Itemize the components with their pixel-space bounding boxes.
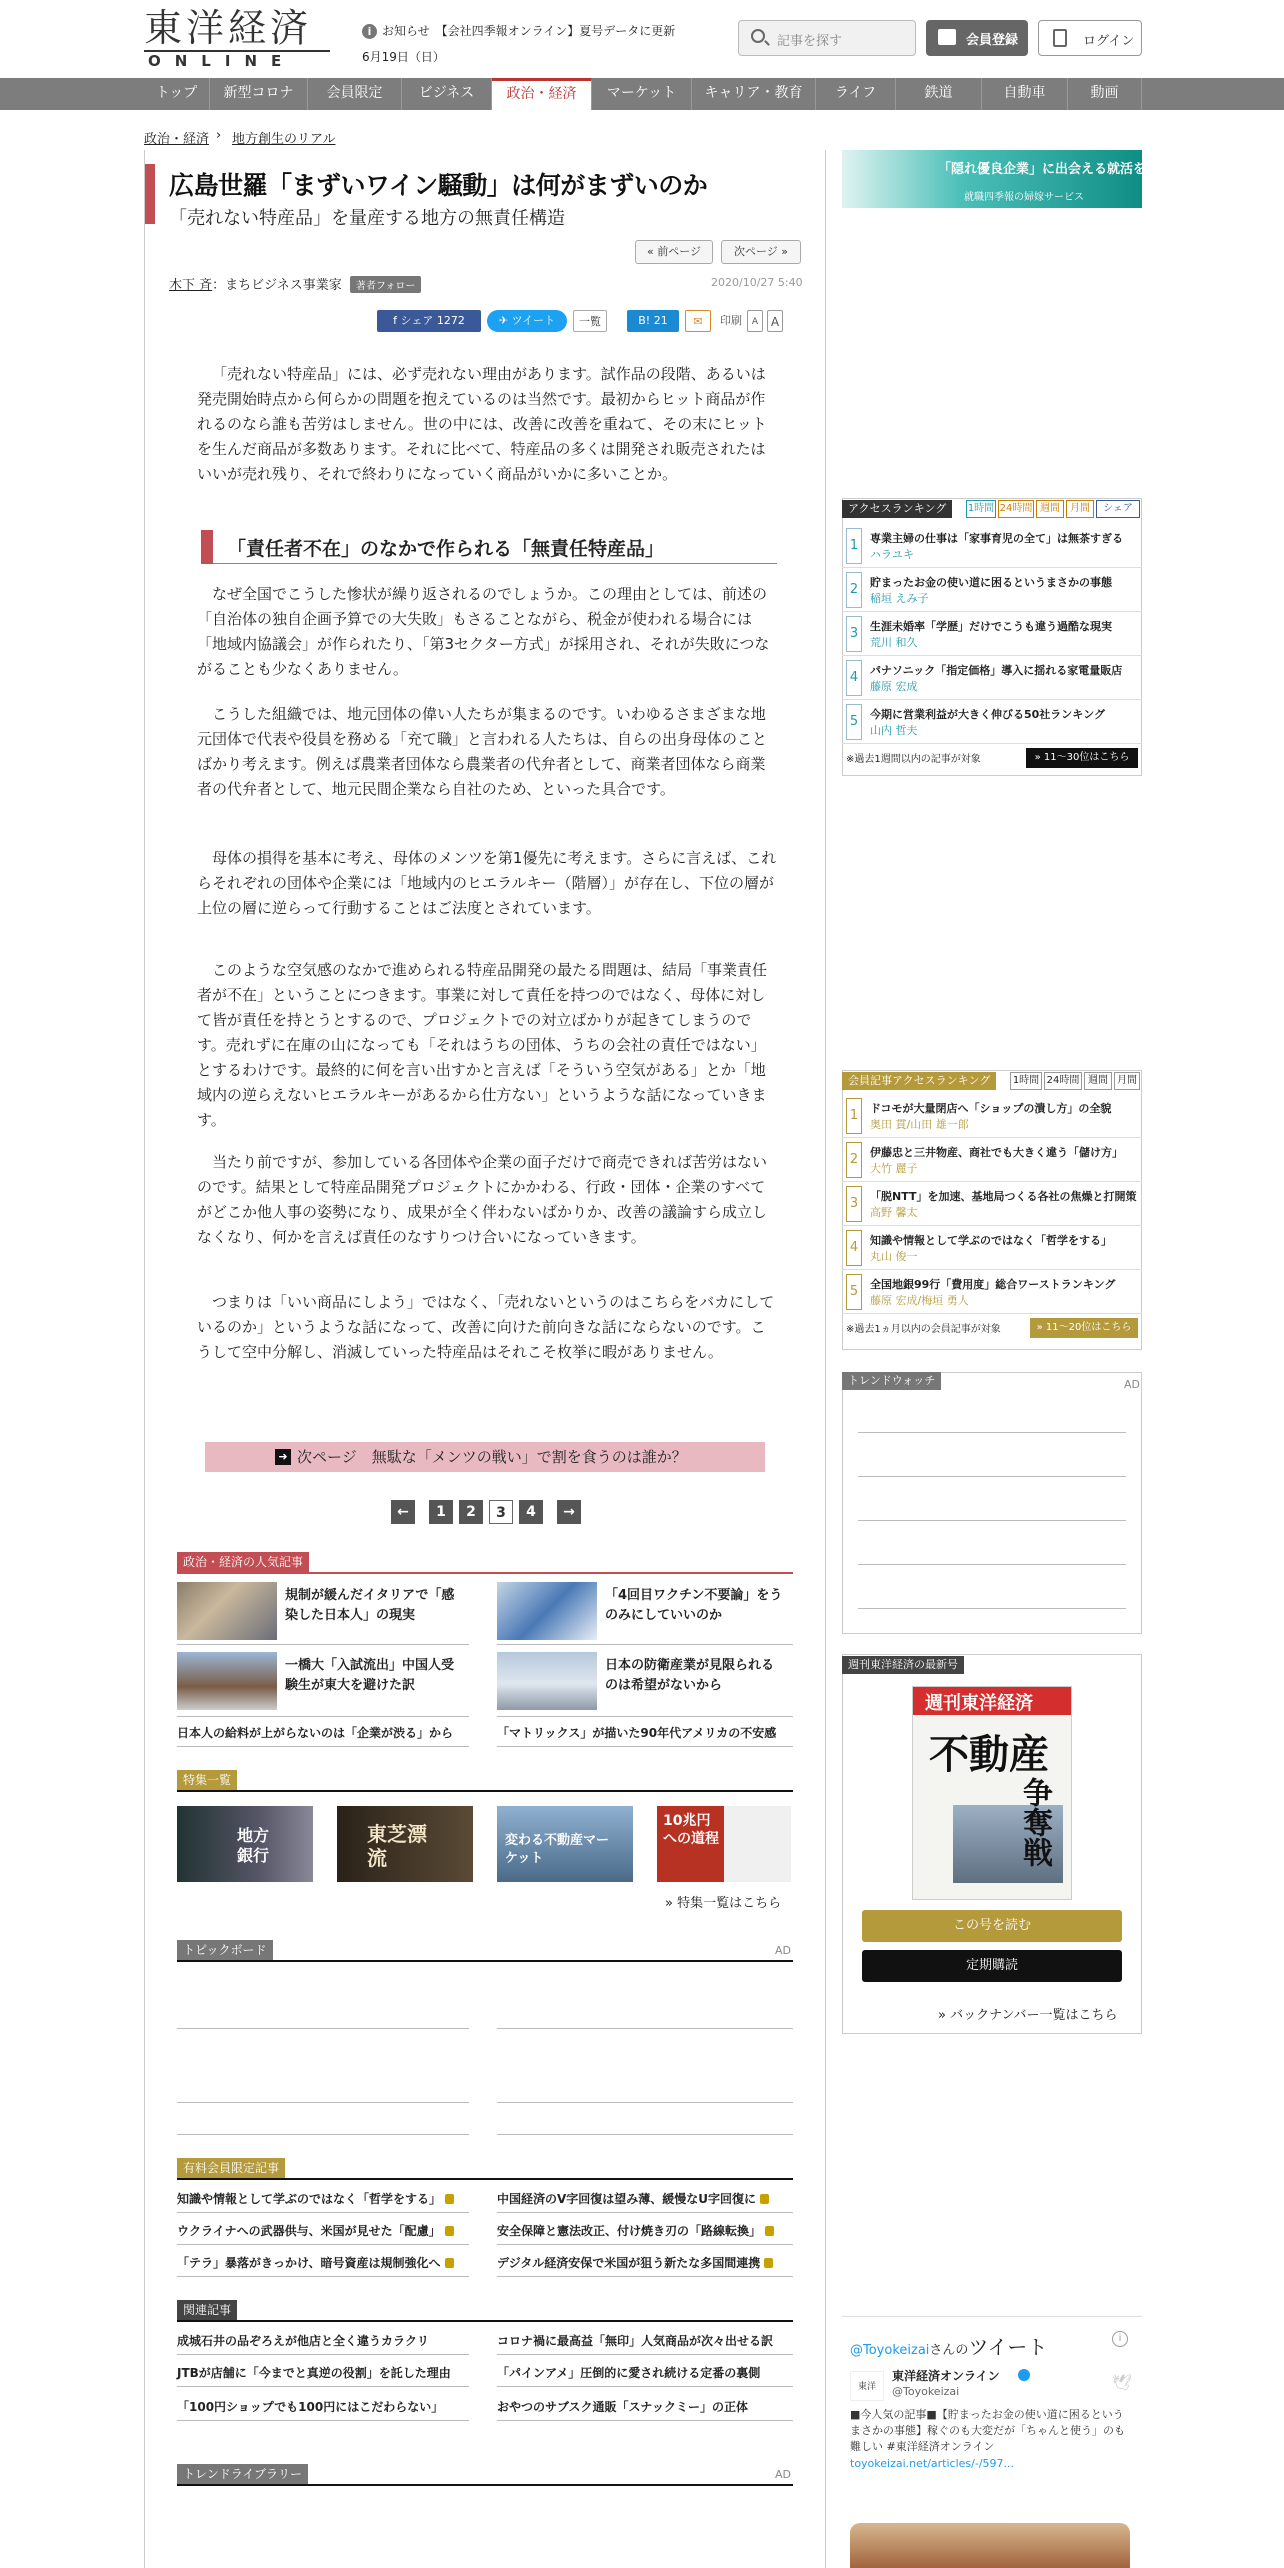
features-more-link[interactable]: [665, 1892, 781, 1911]
popular-card[interactable]: [177, 1652, 469, 1712]
twitter-bird-icon: 🕊: [1112, 2373, 1133, 2392]
breadcrumb-politics[interactable]: 政治・経済: [144, 132, 210, 147]
notice-area: [362, 18, 675, 70]
nav-tab-business[interactable]: ビジネス: [402, 78, 492, 110]
ranking-item[interactable]: 3 生涯未婚率「学歴」だけでこうも違う過酷な現実 荒川 和久: [842, 612, 1142, 656]
follow-author-button[interactable]: 著者フォロー: [350, 276, 422, 293]
logo-top: 東洋経済: [144, 6, 313, 50]
tweet-label: ツイート: [511, 314, 556, 327]
tab-weekly[interactable]: 週間: [1036, 500, 1064, 518]
feature-title: 東芝漂流: [367, 1822, 427, 1870]
notice-label[interactable]: お知らせ: [382, 24, 430, 38]
tweet-button[interactable]: [487, 310, 567, 332]
premium-heading: 有料会員限定記事: [177, 2158, 285, 2178]
font-small-button[interactable]: A: [747, 310, 763, 332]
premium-item[interactable]: 知識や情報として学ぶのではなく「哲学をする」: [177, 2190, 454, 2207]
feature-title: 地方銀行: [237, 1826, 270, 1865]
divider: [497, 2354, 793, 2355]
popular-list-item[interactable]: 日本人の給料が上がらないのは「企業が渋る」から: [177, 1726, 454, 1740]
title-accent-bar: [145, 164, 155, 224]
twitter-icon: ✈: [498, 314, 512, 327]
divider: [177, 2102, 469, 2103]
divider: [497, 2386, 793, 2387]
lock-icon: [765, 2226, 774, 2236]
related-heading: 関連記事: [177, 2300, 237, 2320]
twitter-heading-suffix: さんの: [929, 2343, 969, 2358]
subscribe-button[interactable]: 定期購読: [862, 1950, 1122, 1982]
register-icon: [938, 29, 956, 45]
divider: [497, 2212, 793, 2213]
register-button[interactable]: [926, 20, 1028, 56]
trendlibrary-divider: [177, 2484, 793, 2486]
premium-divider: [177, 2178, 793, 2180]
nav-tab-top[interactable]: トップ: [144, 78, 210, 110]
register-label: 会員登録: [966, 33, 1019, 48]
topicboard-divider: [177, 1960, 793, 1962]
author-role: ：まちビジネス事業家: [212, 278, 342, 293]
divider: [858, 1432, 1126, 1433]
divider: [177, 2134, 469, 2135]
nav-tab-video[interactable]: 動画: [1068, 78, 1142, 110]
banner-text: 「隠れ優良企業」に出会える就活を。: [938, 162, 1160, 177]
backnumber-label: バックナンバー一覧はこちら: [950, 2008, 1118, 2023]
info-icon[interactable]: i: [1112, 2331, 1128, 2347]
lock-icon: [760, 2194, 769, 2204]
site-header: [0, 0, 1284, 78]
prev-page-button[interactable]: « 前ページ: [635, 240, 713, 264]
feature-item[interactable]: [657, 1806, 791, 1882]
divider: [497, 1746, 793, 1747]
divider: [177, 2276, 469, 2277]
popular-card[interactable]: [177, 1582, 469, 1642]
twitter-heading-word: ツイート: [968, 2335, 1048, 2359]
related-item[interactable]: おやつのサブスク通販「スナックミー」の正体: [497, 2400, 749, 2414]
divider: [177, 2212, 469, 2213]
features-heading: 特集一覧: [177, 1770, 237, 1790]
divider: [858, 1564, 1126, 1565]
tab-24hour[interactable]: 24時間: [1044, 1072, 1082, 1090]
nav-tab-corona[interactable]: 新型コロナ: [210, 78, 308, 110]
tweet-image[interactable]: [850, 2523, 1130, 2568]
divider: [177, 2354, 469, 2355]
feature-item[interactable]: [337, 1806, 473, 1882]
divider: [177, 1716, 469, 1717]
divider: [177, 2386, 469, 2387]
article-subtitle: 「売れない特産品」を量産する地方の無責任構造: [169, 208, 565, 229]
pager-page-1[interactable]: 1: [429, 1500, 453, 1524]
tab-weekly[interactable]: 週間: [1084, 1072, 1112, 1090]
popular-card-title: 規制が緩んだイタリアで「感染した日本人」の現実: [285, 1588, 455, 1623]
search-input[interactable]: [738, 20, 916, 56]
pager-page-3-current: 3: [489, 1500, 513, 1524]
cover-title-2: 争奪戦: [1017, 1777, 1052, 1867]
ranking-note: ※過去1ヵ月以内の会員記事が対象: [846, 1324, 1001, 1335]
popular-card[interactable]: [497, 1582, 789, 1642]
read-issue-button[interactable]: この号を読む: [862, 1910, 1122, 1942]
features-divider: [177, 1790, 793, 1792]
premium-item[interactable]: 中国経済のV字回復は望み薄、緩慢なU字回復に: [497, 2190, 769, 2207]
lock-icon: [445, 2194, 454, 2204]
feature-item[interactable]: [497, 1806, 633, 1882]
article-thumbnail: [177, 1652, 277, 1710]
sidebar-banner[interactable]: [842, 150, 1160, 208]
ranking-item[interactable]: 2 貯まったお金の使い道に困るというまさかの事態 稲垣 えみ子: [842, 568, 1142, 612]
divider: [177, 1644, 469, 1645]
hatena-button[interactable]: [627, 310, 679, 332]
article-paragraph: 当たり前ですが、参加している各団体や企業の面子だけで商売できれば苦労はないのです。結果として特産品開発プロジェクトにかかわる、行政・団体・企業のすべてがどこか他人事の姿勢になり、成果が全く伴わないばかりか、改善の議論すら成立しなくなり、何かを言えば責任のなすりつけ合いになっていきます。: [197, 1153, 768, 1246]
ranking-item[interactable]: 5 今期に営業利益が大きく伸びる50社ランキング 山内 哲夫: [842, 700, 1142, 744]
author-name[interactable]: 木下 斉: [169, 278, 213, 293]
article-paragraph: なぜ全国でこうした惨状が繰り返されるのでしょうか。この理由としては、前述の「自治体の独自企画予算での大失敗」もさることながら、税金が使われる場合には「地域内協議会」が作られたり、「第3セクター方式」が採用され、それが失敗につながることも少なくありません。: [197, 585, 770, 678]
hatena-icon: B!: [638, 314, 654, 327]
ad-label: AD: [775, 2468, 791, 2481]
tab-monthly[interactable]: 月間: [1066, 500, 1094, 518]
member-ranking-heading: 会員記事アクセスランキング: [842, 1072, 996, 1090]
popular-card-title: 日本の防衛産業が見限られるのは希望がないから: [605, 1658, 775, 1693]
divider: [858, 1608, 1126, 1609]
nav-tab-life[interactable]: ライフ: [816, 78, 896, 110]
tab-1hour[interactable]: 1時間: [966, 500, 996, 518]
tab-24hour[interactable]: 24時間: [998, 500, 1034, 518]
popular-card-title: 「4回目ワクチン不要論」をうのみにしていいのか: [605, 1588, 783, 1623]
twitter-user-link[interactable]: @Toyokeizai: [850, 2343, 930, 2358]
login-icon: [1053, 29, 1067, 47]
tab-monthly[interactable]: 月間: [1114, 1072, 1140, 1090]
hatena-count: 21: [653, 314, 668, 327]
article-thumbnail: [497, 1652, 597, 1710]
feature-item[interactable]: [177, 1806, 313, 1882]
tweet-list-button[interactable]: 一覧: [573, 310, 607, 332]
popular-list-item[interactable]: 「マトリックス」が描いた90年代アメリカの不安感: [497, 1726, 777, 1740]
premium-item[interactable]: デジタル経済安保で米国が狙う新たな多国間連携: [497, 2254, 773, 2271]
twitter-account-name[interactable]: 東洋経済オンライン: [892, 2369, 1000, 2383]
feature-title: 変わる不動産マーケット: [505, 1833, 610, 1866]
access-ranking-heading: アクセスランキング: [842, 500, 952, 518]
divider: [497, 2244, 793, 2245]
related-item[interactable]: コロナ禍に最高益「無印」人気商品が次々出せる訳: [497, 2334, 774, 2348]
divider: [497, 2028, 793, 2029]
fb-share-count: 1272: [436, 314, 465, 327]
article-paragraph: つまりは「いい商品にしよう」ではなく、「売れないというのはこちらをバカにしているのか」というような話になって、改善に向けた前向きな話にならないのです。こうして空中分解し、消滅していった特産品はそれこそ枚挙に暇がありません。: [197, 1293, 775, 1361]
divider: [177, 2420, 469, 2421]
twitter-widget: [842, 2316, 1142, 2568]
banner-sub: 就職四季報の婦嫁サービス: [964, 192, 1084, 203]
ranking-item[interactable]: 4 知識や情報として学ぶのではなく「哲学をする」 丸山 俊一: [842, 1226, 1142, 1270]
ranking-item[interactable]: 1 ドコモが大量閉店へ「ショップの潰し方」の全貌 奥田 貫/山田 雄一郎: [842, 1094, 1142, 1138]
site-logo[interactable]: [144, 6, 330, 70]
divider: [497, 2420, 793, 2421]
lock-icon: [445, 2258, 454, 2268]
fb-share-label: シェア: [400, 314, 434, 327]
article-thumbnail: [177, 1582, 277, 1640]
divider: [858, 1476, 1126, 1477]
divider: [497, 2134, 793, 2135]
next-page-link[interactable]: [205, 1442, 765, 1472]
publish-date: 2020/10/27 5:40: [711, 276, 803, 289]
section-heading: [201, 530, 777, 564]
lock-icon: [445, 2226, 454, 2236]
premium-item[interactable]: 「テラ」暴落がきっかけ、暗号資産は規制強化へ: [177, 2254, 454, 2271]
divider: [177, 1746, 469, 1747]
nav-tab-members[interactable]: 会員限定: [308, 78, 402, 110]
popular-card-title: 一橋大「入試流出」中国人受験生が東大を避けた訳: [285, 1658, 455, 1693]
mail-icon[interactable]: ✉: [685, 310, 711, 332]
divider: [177, 2244, 469, 2245]
article-paragraph: こうした組織では、地元団体の偉い人たちが集まるのです。いわゆるさまざまな地元団体で代表や役員を務める「充て職」と言われる人たちは、自らの出身母体のことばかり考えます。例えば農業者団体なら農業者の代弁者として、商業者団体なら商業者の代弁者として、地元民間企業なら自社のため、といった具合です。: [197, 705, 768, 798]
tab-share[interactable]: シェア: [1096, 500, 1140, 518]
features-more-label: 特集一覧はこちら: [677, 1896, 782, 1911]
tab-1hour[interactable]: 1時間: [1010, 1072, 1042, 1090]
related-item[interactable]: 成城石井の品ぞろえが他店と全く違うカラクリ: [177, 2334, 430, 2348]
twitter-handle[interactable]: @Toyokeizai: [892, 2385, 960, 2398]
arrow-right-icon: ➜: [275, 1449, 291, 1465]
article-paragraph: 母体の損得を基本に考え、母体のメンツを第1優先に考えます。さらに言えば、これらそれぞれの団体や企業には「地域内のヒエラルキー（階層）」が存在し、下位の層が上位の層に逆らって行動することはご法度とされています。: [197, 849, 777, 917]
magazine-heading: 週刊東洋経済の最新号: [842, 1656, 964, 1674]
divider: [177, 2028, 469, 2029]
article-paragraph: このような空気感のなかで進められる特産品開発の最たる問題は、結局「事業責任者が不在」ということにつきます。事業に対して責任を持つのではなく、母体に対して皆が責任を持とうとするので、プロジェクトでの対立ばかりが起きてしまうのです。売れずに在庫の山になっても「それはうちの団体、うちの会社の責任ではない」とするわけです。最終的に何を言い出すかと言えば「そういう空気がある」とか「地域内の逆らえないヒエラルキーがあるから仕方ない」というような話になっていきます。: [197, 961, 768, 1129]
facebook-icon: f: [393, 314, 401, 327]
print-button[interactable]: 印刷: [719, 310, 743, 332]
nav-tab-rail[interactable]: 鉄道: [896, 78, 982, 110]
ranking-item[interactable]: 5 全国地銀99行「費用度」総合ワーストランキング 藤原 宏成/梅垣 勇人: [842, 1270, 1142, 1314]
related-item[interactable]: 「100円ショップでも100円にはこだわらない」: [177, 2400, 444, 2414]
cover-title: 不動産: [929, 1732, 1049, 1778]
magazine-cover[interactable]: [912, 1686, 1072, 1900]
ad-label: AD: [775, 1944, 791, 1957]
popular-divider: [177, 1572, 793, 1574]
related-item[interactable]: 「パインアメ」圧倒的に愛され続ける定番の裏側: [497, 2366, 761, 2380]
nav-tab-politics[interactable]: 政治・経済: [492, 78, 592, 110]
search-icon: [751, 29, 765, 43]
pager-next-icon[interactable]: →: [557, 1500, 581, 1524]
verified-icon: [1018, 2369, 1030, 2381]
ranking-more-button[interactable]: » 11～30位はこちら: [1026, 748, 1138, 768]
backnumber-link[interactable]: [938, 2004, 1118, 2023]
logo-bottom: ONLINE: [144, 50, 330, 70]
popular-heading: 政治・経済の人気記事: [177, 1552, 309, 1572]
pager-page-4[interactable]: 4: [519, 1500, 543, 1524]
trendwatch-box: [842, 1372, 1142, 1634]
lock-icon: [764, 2258, 773, 2268]
article-title: 広島世羅「まずいワイン騒動」は何がまずいのか: [169, 171, 708, 200]
breadcrumb-series[interactable]: 地方創生のリアル: [232, 132, 336, 147]
ranking-item[interactable]: 4 パナソニック「指定価格」導入に揺れる家電量販店 藤原 宏成: [842, 656, 1142, 700]
topicboard-heading: トピックボード: [177, 1940, 273, 1960]
divider: [497, 2102, 793, 2103]
font-large-button[interactable]: A: [767, 310, 783, 332]
login-label: ログイン: [1083, 34, 1135, 49]
section-heading-bar: [201, 530, 213, 564]
next-page-link-text: 次ページ 無駄な「メンツの戦い」で割を食うのは誰か？: [297, 1448, 687, 1466]
global-nav: [0, 78, 1284, 110]
ranking-note: ※過去1週間以内の記事が対象: [846, 754, 981, 765]
info-icon: i: [362, 24, 377, 39]
facebook-share-button[interactable]: [377, 310, 481, 332]
tweet-text: ■今人気の記事■【貯まったお金の使い道に困るというまさかの事態】稼ぐのも大変だが「ちゃんと使う」のも難しい #東洋経済オンライン: [850, 2408, 1125, 2453]
header-date: 6月19日（日）: [362, 50, 445, 64]
breadcrumb-sep: ›: [216, 128, 222, 143]
ranking-more-button[interactable]: » 11～20位はこちら: [1030, 1318, 1138, 1338]
nav-tab-market[interactable]: マーケット: [592, 78, 692, 110]
ranking-item[interactable]: 2 伊藤忠と三井物産、商社でも大きく違う「儲け方」 大竹 麗子: [842, 1138, 1142, 1182]
trendlibrary-heading: トレンドライブラリー: [177, 2464, 308, 2484]
nav-tab-auto[interactable]: 自動車: [982, 78, 1068, 110]
trendwatch-heading: トレンドウォッチ: [842, 1372, 941, 1390]
article-paragraph: 「売れない特産品」には、必ず売れない理由があります。試作品の段階、あるいは発売開始時点から何らかの問題を抱えているのは当然です。最初からヒット商品が作れるのなら誰も苦労はしません。世の中には、改善に改善を重ねて、その末にヒットを生んだ商品が多数あります。それに比べて、特産品の多くは開発され販売されたはいいが売れ残り、それで終わりになっていく商品がいかに多いことか。: [197, 365, 767, 483]
chevron-right-icon: »: [665, 1896, 678, 1911]
popular-card[interactable]: [497, 1652, 789, 1712]
article: [144, 150, 826, 2568]
article-thumbnail: [497, 1582, 597, 1640]
divider: [497, 1644, 793, 1645]
premium-item[interactable]: 安全保障と憲法改正、付け焼き刃の「路線転換」: [497, 2222, 774, 2239]
ranking-item[interactable]: 3 「脱NTT」を加速、基地局つくる各社の焦燥と打開策 高野 馨太: [842, 1182, 1142, 1226]
ad-label: AD: [1124, 1378, 1140, 1391]
tweet-link[interactable]: toyokeizai.net/articles/-/597...: [850, 2457, 1015, 2470]
related-divider: [177, 2320, 793, 2322]
nav-tab-career[interactable]: キャリア・教育: [692, 78, 816, 110]
login-button[interactable]: [1038, 20, 1142, 56]
notice-text[interactable]: 【会社四季報オンライン】夏号データに更新: [441, 24, 676, 38]
chevron-right-icon: »: [938, 2008, 951, 2023]
divider: [497, 2276, 793, 2277]
divider: [497, 1716, 793, 1717]
divider: [858, 1520, 1126, 1521]
next-page-button[interactable]: 次ページ »: [721, 240, 801, 264]
pager-page-2[interactable]: 2: [459, 1500, 483, 1524]
search-placeholder: 記事を探す: [777, 34, 843, 49]
premium-item[interactable]: ウクライナへの武器供与、米国が見せた「配慮」: [177, 2222, 454, 2239]
section-heading-text: 「責任者不在」のなかで作られる「無責任特産品」: [227, 538, 665, 560]
pager-prev-icon[interactable]: ←: [391, 1500, 415, 1524]
avatar[interactable]: 東洋: [850, 2371, 884, 2401]
related-item[interactable]: JTBが店舗に「今までと真逆の役割」を託した理由: [177, 2366, 451, 2380]
cover-brand: 週刊東洋経済: [925, 1693, 1033, 1714]
author-line: [169, 274, 421, 293]
feature-title: 10兆円への道程: [663, 1813, 719, 1847]
ranking-item[interactable]: 1 専業主婦の仕事は「家事育児の全て」は無茶すぎる ハラユキ: [842, 524, 1142, 568]
